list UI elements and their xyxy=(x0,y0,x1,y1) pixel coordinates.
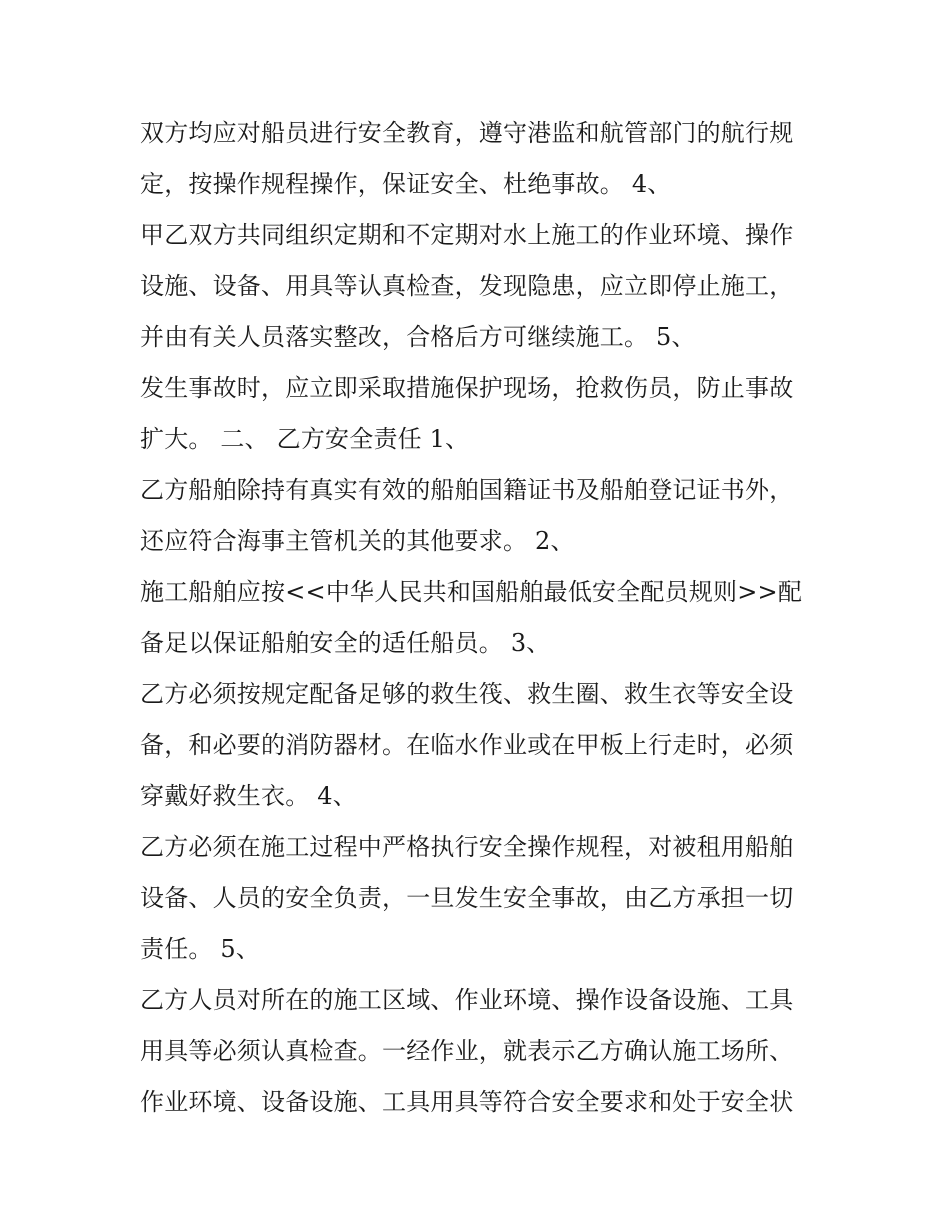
body-text xyxy=(140,108,820,1128)
text-line: 乙方船舶除持有真实有效的船舶国籍证书及船舶登记证书外， xyxy=(140,476,794,504)
text-line: 设备、人员的安全负责，一旦发生安全事故，由乙方承担一切 xyxy=(140,884,794,912)
text-line: 备，和必要的消防器材。在临水作业或在甲板上行走时，必须 xyxy=(140,731,794,759)
text-line: 双方均应对船员进行安全教育，遵守港监和航管部门的航行规 xyxy=(140,119,794,147)
text-line: 扩大。 二、 乙方安全责任 1、 xyxy=(140,425,470,453)
text-line: 设施、设备、用具等认真检查，发现隐患，应立即停止施工， xyxy=(140,272,794,300)
text-line: 施工船舶应按<<中华人民共和国船舶最低安全配员规则>>配 xyxy=(140,578,803,606)
text-line: 发生事故时，应立即采取措施保护现场，抢救伤员，防止事故 xyxy=(140,374,794,402)
text-line: 用具等必须认真检查。一经作业，就表示乙方确认施工场所、 xyxy=(140,1037,794,1065)
text-line: 乙方必须按规定配备足够的救生筏、救生圈、救生衣等安全设 xyxy=(140,680,794,708)
text-line: 责任。 5、 xyxy=(140,935,261,963)
text-line: 作业环境、设备设施、工具用具等符合安全要求和处于安全状 xyxy=(140,1088,794,1116)
text-line: 穿戴好救生衣。 4、 xyxy=(140,782,357,810)
text-line: 并由有关人员落实整改，合格后方可继续施工。 5、 xyxy=(140,323,696,351)
text-line: 甲乙双方共同组织定期和不定期对水上施工的作业环境、操作 xyxy=(140,221,794,249)
text-line: 备足以保证船舶安全的适任船员。 3、 xyxy=(140,629,551,657)
text-line: 乙方必须在施工过程中严格执行安全操作规程，对被租用船舶 xyxy=(140,833,794,861)
text-line: 定，按操作规程操作，保证安全、杜绝事故。 4、 xyxy=(140,170,672,198)
text-line: 乙方人员对所在的施工区域、作业环境、操作设备设施、工具 xyxy=(140,986,794,1014)
text-line: 还应符合海事主管机关的其他要求。 2、 xyxy=(140,527,575,555)
